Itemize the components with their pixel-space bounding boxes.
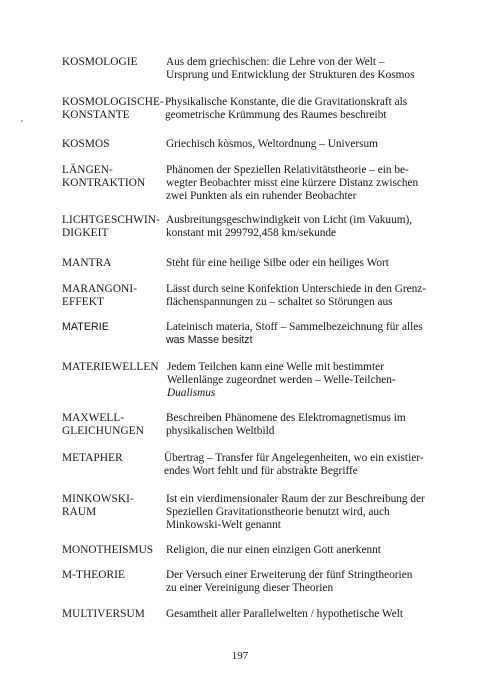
glossary-term: MATERIE: [62, 321, 110, 333]
glossary-definition: Lateinisch materia, Stoff – Sammelbezeichnung für alles was Masse besitzt: [166, 321, 423, 346]
glossary-definition: Übertrag – Transfer für Angelegenheiten, wo ein existier- endes Wort fehlt und für abstrakte Begriffe: [164, 452, 424, 477]
glossary-term: LICHTGESCHWIN- DIGKEIT: [62, 214, 161, 239]
glossary-term: MATERIEWELLEN: [62, 361, 159, 373]
glossary-term: MANTRA: [62, 257, 112, 269]
glossary-definition: Der Versuch einer Erweiterung der fünf Stringtheorien zu einer Vereinigung dieser Theorien: [166, 569, 413, 594]
glossary-definition: Ausbreitungsgeschwindigkeit von Licht (im Vakuum), konstant mit 299792,458 km/sekunde: [166, 214, 413, 239]
page-number: 197: [231, 650, 249, 662]
glossary-definition: Aus dem griechischen: die Lehre von der Welt – Ursprung und Entwicklung der Strukturen des Kosmos: [166, 56, 415, 81]
glossary-definition: Religion, die nur einen einzigen Gott anerkennt: [166, 544, 381, 556]
glossary-definition: Gesamtheit aller Parallelwelten / hypothetische Welt: [166, 608, 403, 620]
glossary-term: KOSMOLOGISCHE- KONSTANTE: [62, 96, 164, 121]
glossary-definition: Beschreiben Phänomene des Elektromagnetismus im physikalischen Weltbild: [166, 412, 406, 437]
glossary-term: MARANGONI- EFFEKT: [62, 283, 138, 308]
glossary-definition: Jedem Teilchen kann eine Welle mit bestimmter Wellenlänge zugeordnet werden – Welle-Teilchen- Dualismus: [167, 361, 396, 399]
glossary-term: METAPHER: [62, 452, 123, 464]
glossary-term: KOSMOS: [62, 138, 110, 150]
scan-speck: [21, 120, 23, 122]
glossary-term: MINKOWSKI- RAUM: [62, 493, 134, 518]
glossary-term: M-THEORIE: [62, 569, 126, 581]
glossary-definition: Lässt durch seine Konfektion Unterschiede in den Grenz- flächenspannungen zu – schaltet so Störungen aus: [166, 283, 427, 308]
glossary-term: MULTIVERSUM: [62, 608, 145, 620]
glossary-definition: Phänomen der Speziellen Relativitätstheorie – ein be- wegter Beobachter misst eine kürzere Distanz zwischen zwei Punkten als ein ruhender Beobachter: [166, 164, 419, 202]
glossary-definition: Steht für eine heilige Silbe oder ein heiliges Wort: [166, 257, 389, 269]
glossary-term: KOSMOLOGIE: [62, 56, 138, 68]
glossary-definition: Physikalische Konstante, die die Gravitationskraft als geometrische Krümmung des Raumes beschreibt: [165, 96, 408, 121]
glossary-term: MONOTHEISMUS: [62, 544, 154, 556]
glossary-term: MAXWELL- GLEICHUNGEN: [62, 412, 145, 437]
glossary-definition: Ist ein vierdimensionaler Raum der zur Beschreibung der Speziellen Gravitationstheorie benutzt wird, auch Minkowski-Welt genannt: [166, 493, 425, 531]
glossary-definition: Griechisch kòsmos, Weltordnung – Universum: [166, 138, 378, 150]
glossary-term: LÄNGEN- KONTRAKTION: [62, 164, 146, 189]
